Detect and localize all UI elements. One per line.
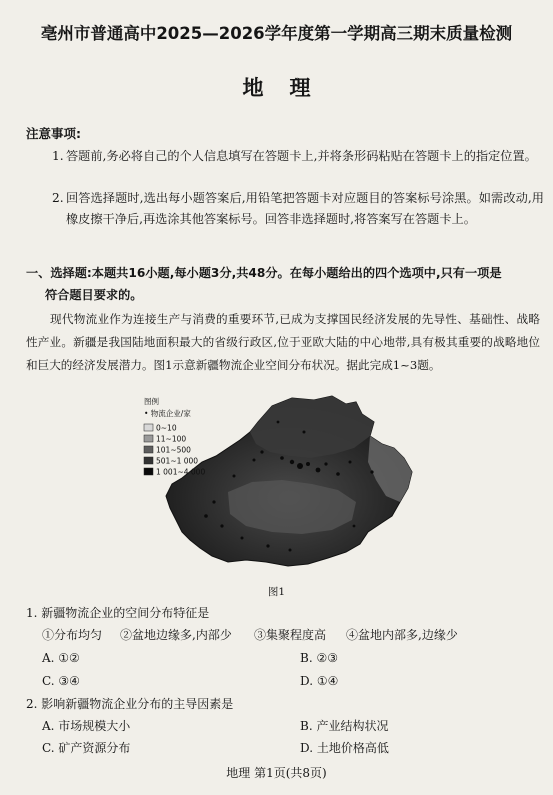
notice-title: 注意事项: bbox=[26, 126, 81, 141]
legend-swatch bbox=[144, 457, 153, 464]
legend-item-label: 501~1 000 bbox=[156, 456, 199, 466]
notice-item-1 bbox=[52, 146, 547, 188]
question-1-stem: 1. 新疆物流企业的空间分布特征是 bbox=[26, 606, 210, 620]
map-legend bbox=[144, 396, 205, 477]
notice-item-2 bbox=[52, 188, 547, 252]
notice-item-number: 1. bbox=[52, 149, 64, 163]
legend-item-label: 101~500 bbox=[156, 445, 191, 455]
option-d: D. ①④ bbox=[300, 674, 339, 688]
option-d: D. 土地价格高低 bbox=[300, 741, 389, 755]
legend-item-label: 1 001~4 000 bbox=[156, 467, 206, 477]
section-heading-line: 一、选择题:本题共16小题,每小题3分,共48分。在每小题给出的四个选项中,只有一项是 bbox=[26, 266, 502, 280]
subject-title: 地理 bbox=[242, 76, 337, 100]
notice-item-text: 答题前,务必将自己的个人信息填写在答题卡上,并将条形码粘贴在答题卡上的指定位置。 bbox=[66, 149, 537, 163]
exam-title: 亳州市普通高中2025—2026学年度第一学期高三期末质量检测 bbox=[40, 24, 513, 43]
option-c: C. 矿产资源分布 bbox=[42, 741, 131, 755]
statement-3: ③集聚程度高 bbox=[254, 628, 327, 642]
legend-title: 图例 bbox=[144, 397, 159, 406]
legend-swatch bbox=[144, 468, 153, 475]
statement-1: ①分布均匀 bbox=[42, 628, 103, 642]
option-a: A. 市场规模大小 bbox=[42, 719, 131, 733]
page-footer: 地理 第1页(共8页) bbox=[226, 766, 327, 780]
xinjiang-map bbox=[142, 392, 422, 582]
option-b: B. 产业结构状况 bbox=[300, 719, 389, 733]
figure-caption: 图1 bbox=[267, 586, 286, 598]
figure-map bbox=[142, 392, 422, 582]
legend-item-label: 11~100 bbox=[156, 434, 187, 444]
legend-point: • 物流企业/家 bbox=[144, 409, 191, 418]
legend-item-label: 0~10 bbox=[156, 423, 177, 433]
notice-item-number: 2. bbox=[52, 191, 64, 205]
notice-item-text: 回答选择题时,选出每小题答案后,用铅笔把答题卡对应题目的答案标号涂黑。如需改动,用橡皮擦干净后,再选涂其他答案标号。回答非选择题时,将答案写在答题卡上。 bbox=[66, 191, 544, 226]
legend-swatch bbox=[144, 424, 153, 431]
option-b: B. ②③ bbox=[300, 651, 338, 665]
section-heading bbox=[26, 262, 536, 306]
statement-2: ②盆地边缘多,内部少 bbox=[120, 628, 232, 642]
section-heading-cont: 符合题目要求的。 bbox=[45, 288, 143, 302]
option-c: C. ③④ bbox=[42, 674, 80, 688]
legend-swatch bbox=[144, 446, 153, 453]
question-2-stem: 2. 影响新疆物流企业分布的主导因素是 bbox=[26, 697, 234, 711]
statement-4: ④盆地内部多,边缘少 bbox=[346, 628, 458, 642]
reading-passage: 现代物流业作为连接生产与消费的重要环节,已成为支撑国民经济发展的先导性、基础性、战略性产业。新疆是我国陆地面积最大的省级行政区,位于亚欧大陆的中心地带,具有极其重要的战略地位和巨大的经济发展潜力。图1示意新疆物流企业空间分布状况。据此完成1~3题。 bbox=[26, 312, 540, 372]
option-a: A. ①② bbox=[42, 651, 80, 665]
legend-swatch bbox=[144, 435, 153, 442]
